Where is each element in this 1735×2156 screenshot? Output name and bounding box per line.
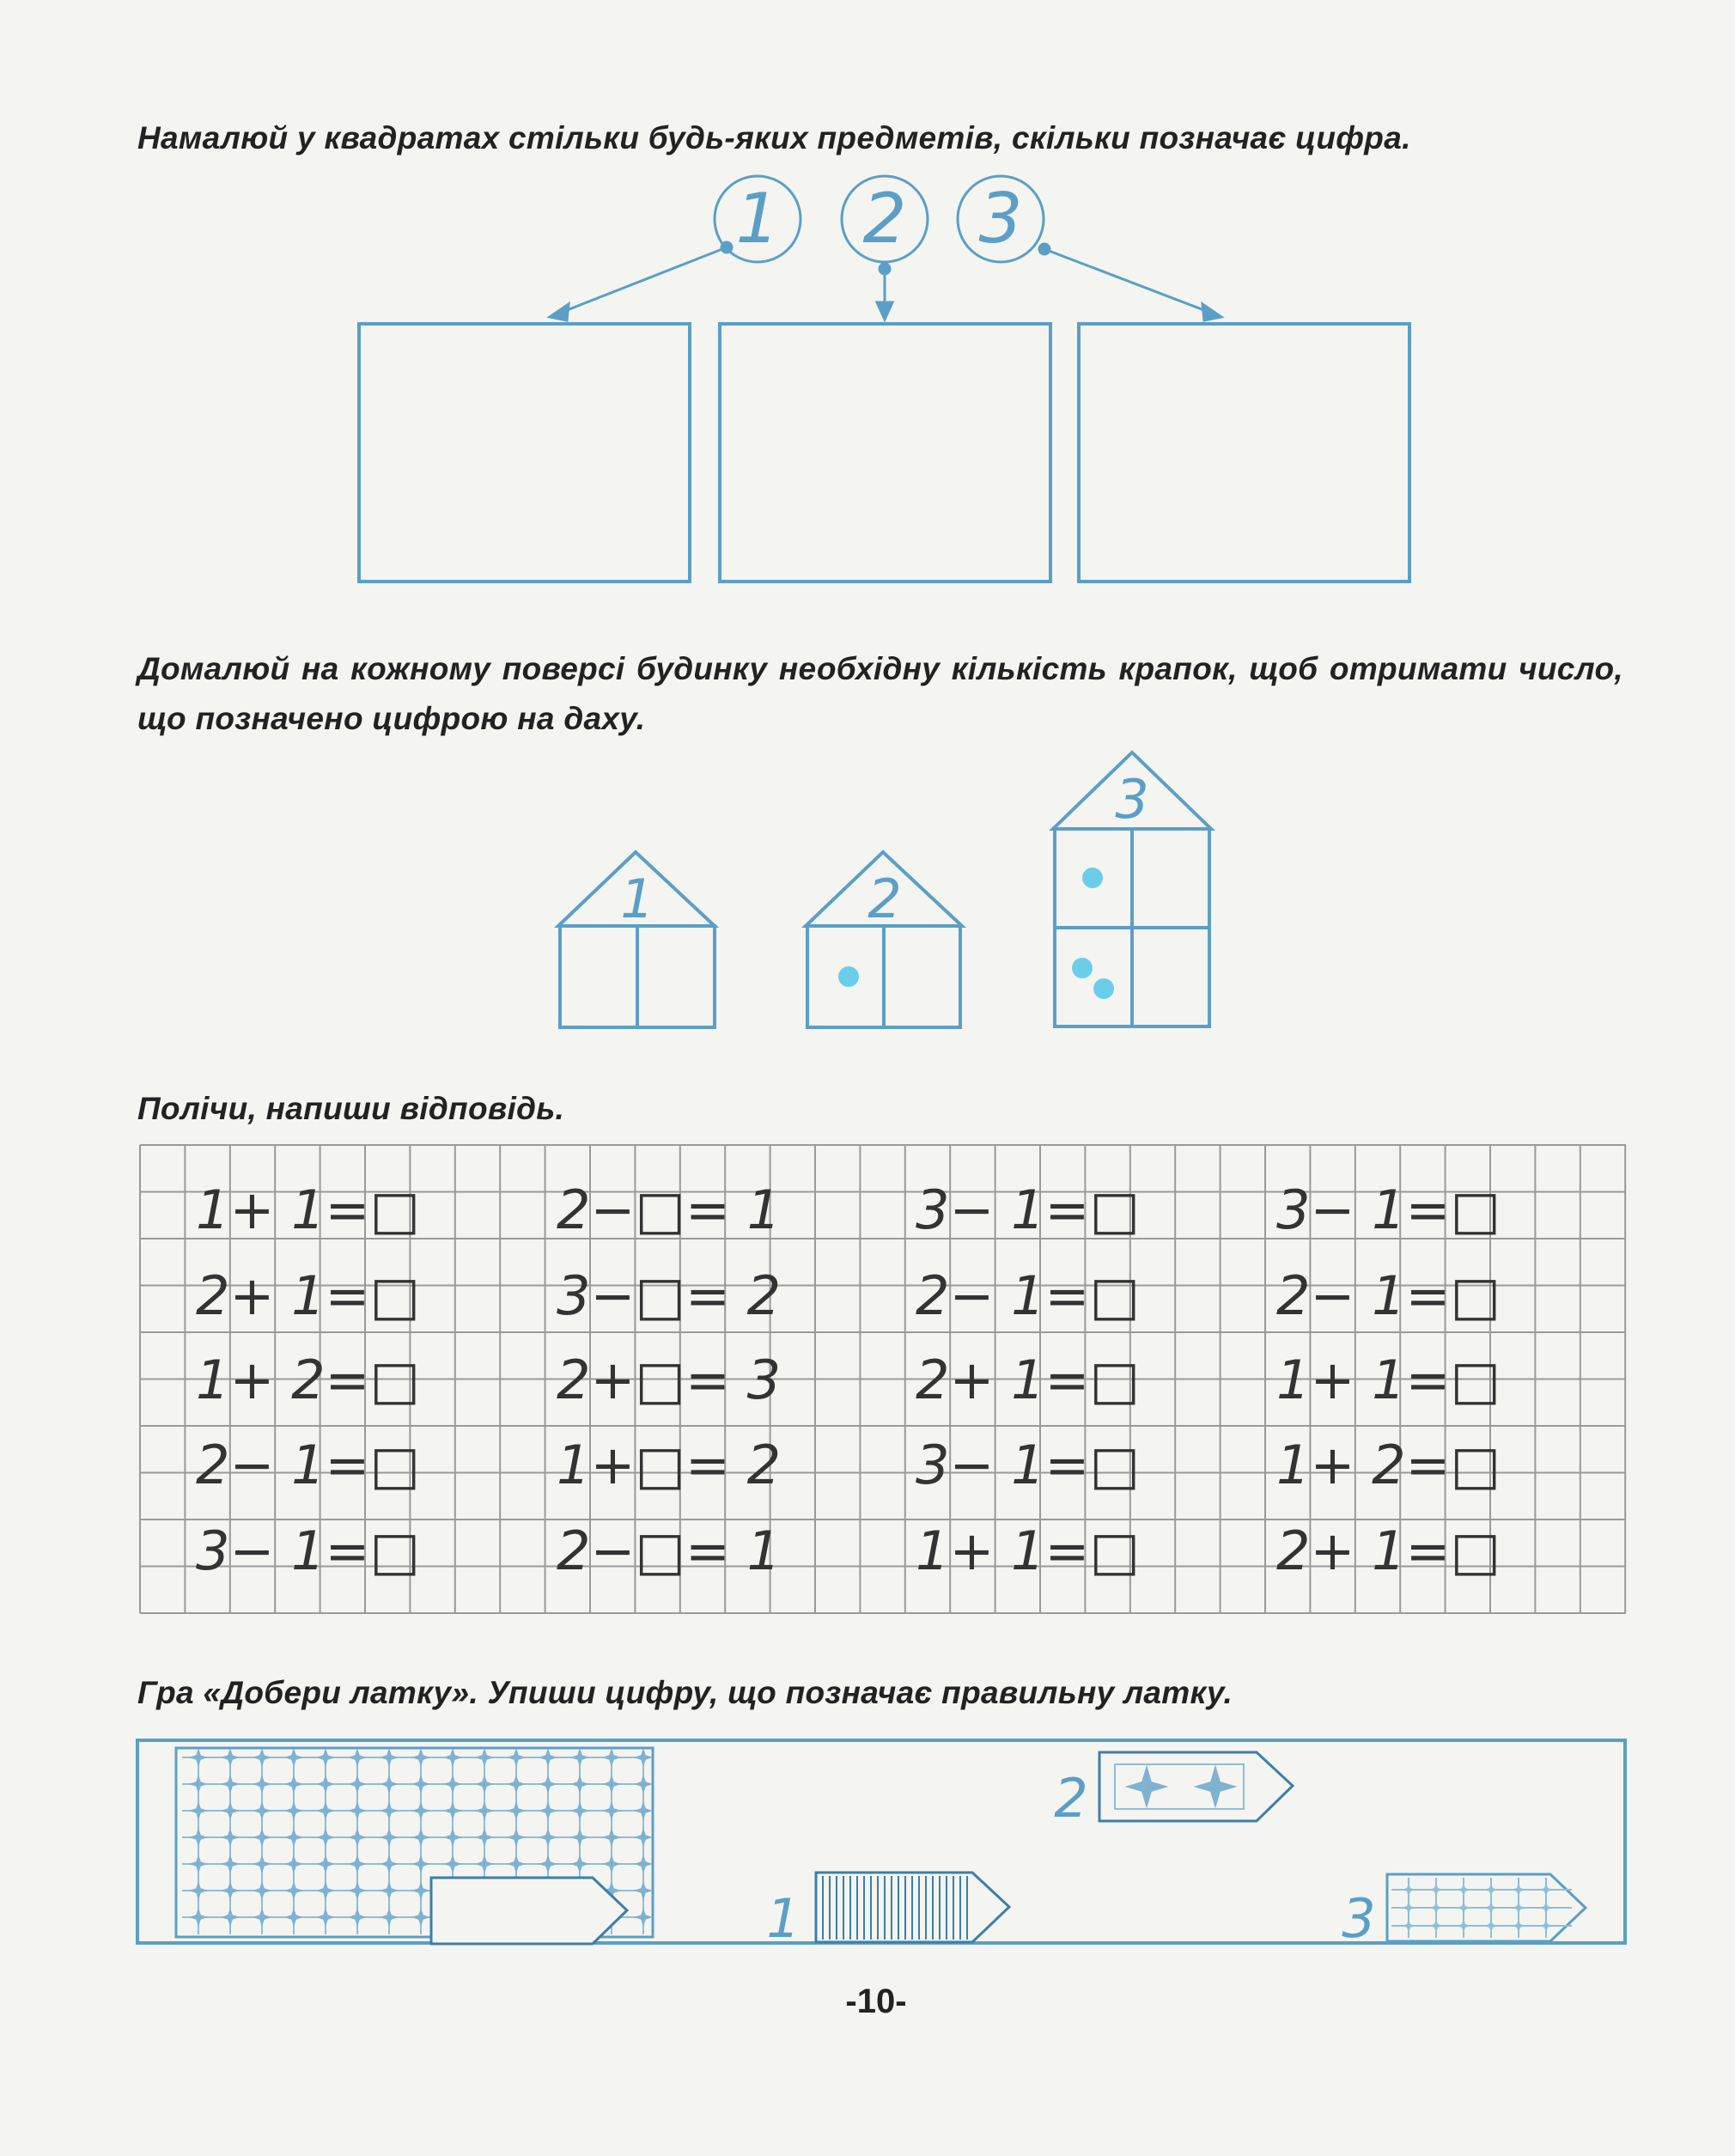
option-label-3: 3 — [1342, 1887, 1376, 1950]
drawing-square-1[interactable] — [359, 324, 690, 582]
roof-digit-2: 2 — [868, 868, 902, 930]
equation: 1+ 1=□ — [196, 1178, 421, 1241]
star-mark — [1539, 1883, 1553, 1897]
star-mark — [221, 1908, 240, 1927]
task-1-instruction: Намалюй у квадратах стільки будь-яких предметів, скільки позначає цифра. — [137, 120, 1411, 155]
dot — [1082, 868, 1103, 888]
star-mark — [380, 1801, 399, 1820]
star-mark — [411, 1908, 430, 1927]
star-mark — [380, 1908, 399, 1927]
equation: 2−□= 1 — [557, 1178, 782, 1241]
house-2 — [806, 852, 962, 1027]
star-mark — [221, 1828, 240, 1847]
equation: 3− 1=□ — [1276, 1178, 1501, 1241]
star-mark — [507, 1801, 526, 1820]
star-mark — [539, 1748, 557, 1767]
star-mark — [316, 1828, 335, 1847]
star-mark — [570, 1775, 589, 1794]
star-mark — [284, 1881, 303, 1900]
star-mark — [253, 1828, 271, 1847]
star-mark — [634, 1908, 653, 1927]
star-mark — [475, 1855, 494, 1873]
star-mark — [253, 1775, 271, 1794]
missing-patch-hole — [431, 1878, 627, 1944]
star-mark — [1539, 1919, 1553, 1933]
star-mark — [443, 1748, 462, 1767]
star-mark — [1484, 1901, 1498, 1915]
star-mark — [316, 1801, 335, 1820]
star-mark — [1429, 1883, 1443, 1897]
star-mark — [189, 1828, 208, 1847]
equation: 3−□= 2 — [557, 1264, 782, 1327]
star-mark — [634, 1881, 653, 1900]
star-mark — [253, 1855, 271, 1873]
star-mark — [634, 1855, 653, 1873]
star-mark — [253, 1748, 271, 1767]
star-mark — [316, 1908, 335, 1927]
star-mark — [411, 1855, 430, 1873]
star-mark — [1402, 1919, 1415, 1933]
star-mark — [475, 1775, 494, 1794]
patch-option-2[interactable] — [1054, 1752, 1293, 1830]
dot — [1093, 978, 1114, 999]
star-mark — [221, 1748, 240, 1767]
star-mark — [221, 1855, 240, 1873]
star-mark — [284, 1748, 303, 1767]
star-mark — [1512, 1883, 1525, 1897]
star-mark — [634, 1748, 653, 1767]
task-4-instruction: Гра «Добери латку». Упиши цифру, що позначає правильну латку. — [137, 1675, 1233, 1710]
star-mark — [634, 1775, 653, 1794]
star-mark — [189, 1801, 208, 1820]
equation: 2− 1=□ — [1276, 1264, 1501, 1327]
star-mark — [221, 1801, 240, 1820]
star-mark — [189, 1855, 208, 1873]
star-mark — [602, 1828, 621, 1847]
star-mark — [1457, 1883, 1470, 1897]
house-1 — [558, 852, 715, 1027]
star-mark — [348, 1881, 367, 1900]
star-mark — [634, 1828, 653, 1847]
star-mark — [189, 1908, 208, 1927]
star-mark — [507, 1855, 526, 1873]
star-mark — [539, 1855, 557, 1873]
digit-1: 1 — [735, 179, 780, 259]
star-mark — [348, 1775, 367, 1794]
star-mark — [507, 1748, 526, 1767]
star-mark — [316, 1748, 335, 1767]
roof-digit-3: 3 — [1115, 768, 1149, 831]
star-mark — [570, 1801, 589, 1820]
dot — [838, 966, 859, 987]
star-mark — [602, 1748, 621, 1767]
star-mark — [189, 1775, 208, 1794]
equation: 3− 1=□ — [916, 1434, 1141, 1496]
equation: 1+ 2=□ — [1276, 1434, 1501, 1496]
star-mark — [284, 1801, 303, 1820]
star-mark — [602, 1775, 621, 1794]
house-3 — [1053, 752, 1211, 1026]
task-3-instruction: Полічи, напиши відповідь. — [137, 1091, 565, 1126]
option-label-2: 2 — [1054, 1767, 1088, 1830]
star-mark — [570, 1855, 589, 1873]
star-mark — [189, 1881, 208, 1900]
star-mark — [380, 1855, 399, 1873]
star-mark — [316, 1881, 335, 1900]
star-mark — [475, 1748, 494, 1767]
task-2-instruction: Домалюй на кожному поверсі будинку необхідну кількість крапок, щоб отримати число, що позначено цифрою на даху. — [137, 651, 1623, 736]
star-mark — [411, 1828, 430, 1847]
star-mark — [411, 1775, 430, 1794]
star-mark — [221, 1881, 240, 1900]
star-mark — [284, 1908, 303, 1927]
star-mark — [380, 1828, 399, 1847]
star-mark — [507, 1828, 526, 1847]
star-mark — [602, 1855, 621, 1873]
star-mark — [348, 1908, 367, 1927]
star-mark — [348, 1801, 367, 1820]
roof-digit-1: 1 — [620, 868, 654, 930]
equation: 2+□= 3 — [557, 1349, 782, 1411]
star-mark — [570, 1748, 589, 1767]
equation: 2− 1=□ — [916, 1264, 1141, 1327]
star-mark — [1457, 1901, 1470, 1915]
star-mark — [1484, 1919, 1498, 1933]
equation: 2+ 1=□ — [196, 1264, 421, 1327]
star-mark — [1402, 1901, 1415, 1915]
digit-3: 3 — [978, 179, 1023, 259]
star-mark — [443, 1828, 462, 1847]
star-mark — [411, 1748, 430, 1767]
equation: 1+ 1=□ — [1276, 1349, 1501, 1411]
star-mark — [475, 1801, 494, 1820]
star-mark — [284, 1775, 303, 1794]
star-mark — [316, 1775, 335, 1794]
equation: 3− 1=□ — [196, 1520, 421, 1582]
drawing-square-3[interactable] — [1079, 324, 1409, 582]
star-mark — [539, 1828, 557, 1847]
star-mark — [348, 1855, 367, 1873]
page-number: -10- — [845, 1982, 907, 2020]
star-mark — [253, 1881, 271, 1900]
star-mark — [411, 1801, 430, 1820]
star-mark — [348, 1748, 367, 1767]
star-mark — [1512, 1919, 1525, 1933]
star-mark — [253, 1801, 271, 1820]
equation: 2+ 1=□ — [1276, 1520, 1501, 1582]
star-mark — [634, 1801, 653, 1820]
equation: 3− 1=□ — [916, 1178, 1141, 1241]
star-mark — [1457, 1919, 1470, 1933]
patch-option-1[interactable] — [766, 1873, 1009, 1950]
star-mark — [221, 1775, 240, 1794]
equation: 1+ 1=□ — [916, 1520, 1141, 1582]
star-mark — [253, 1908, 271, 1927]
star-mark — [1539, 1901, 1553, 1915]
star-mark — [443, 1775, 462, 1794]
star-mark — [380, 1881, 399, 1900]
digit-2: 2 — [862, 179, 907, 259]
star-mark — [1429, 1919, 1443, 1933]
digit-circles — [715, 176, 1044, 262]
star-mark — [189, 1748, 208, 1767]
star-mark — [1402, 1883, 1415, 1897]
star-mark — [570, 1828, 589, 1847]
star-mark — [380, 1775, 399, 1794]
star-mark — [443, 1801, 462, 1820]
equation: 1+□= 2 — [557, 1434, 782, 1496]
drawing-square-2[interactable] — [720, 324, 1050, 582]
star-mark — [411, 1881, 430, 1900]
star-mark — [539, 1775, 557, 1794]
star-mark — [1484, 1883, 1498, 1897]
star-mark — [284, 1855, 303, 1873]
option-label-1: 1 — [766, 1887, 801, 1950]
star-mark — [1512, 1901, 1525, 1915]
star-mark — [507, 1775, 526, 1794]
star-mark — [348, 1828, 367, 1847]
drawing-squares — [359, 324, 1409, 582]
star-mark — [316, 1855, 335, 1873]
patch-option-3[interactable] — [1342, 1874, 1586, 1950]
equation: 2− 1=□ — [196, 1434, 421, 1496]
star-mark — [1429, 1901, 1443, 1915]
equation: 2−□= 1 — [557, 1520, 782, 1582]
star-mark — [602, 1801, 621, 1820]
equation: 1+ 2=□ — [196, 1349, 421, 1411]
star-mark — [380, 1748, 399, 1767]
star-mark — [443, 1855, 462, 1873]
dot — [1072, 958, 1093, 978]
star-mark — [475, 1828, 494, 1847]
equation: 2+ 1=□ — [916, 1349, 1141, 1411]
star-mark — [539, 1801, 557, 1820]
star-mark — [284, 1828, 303, 1847]
patch-game-frame — [137, 1740, 1625, 1944]
